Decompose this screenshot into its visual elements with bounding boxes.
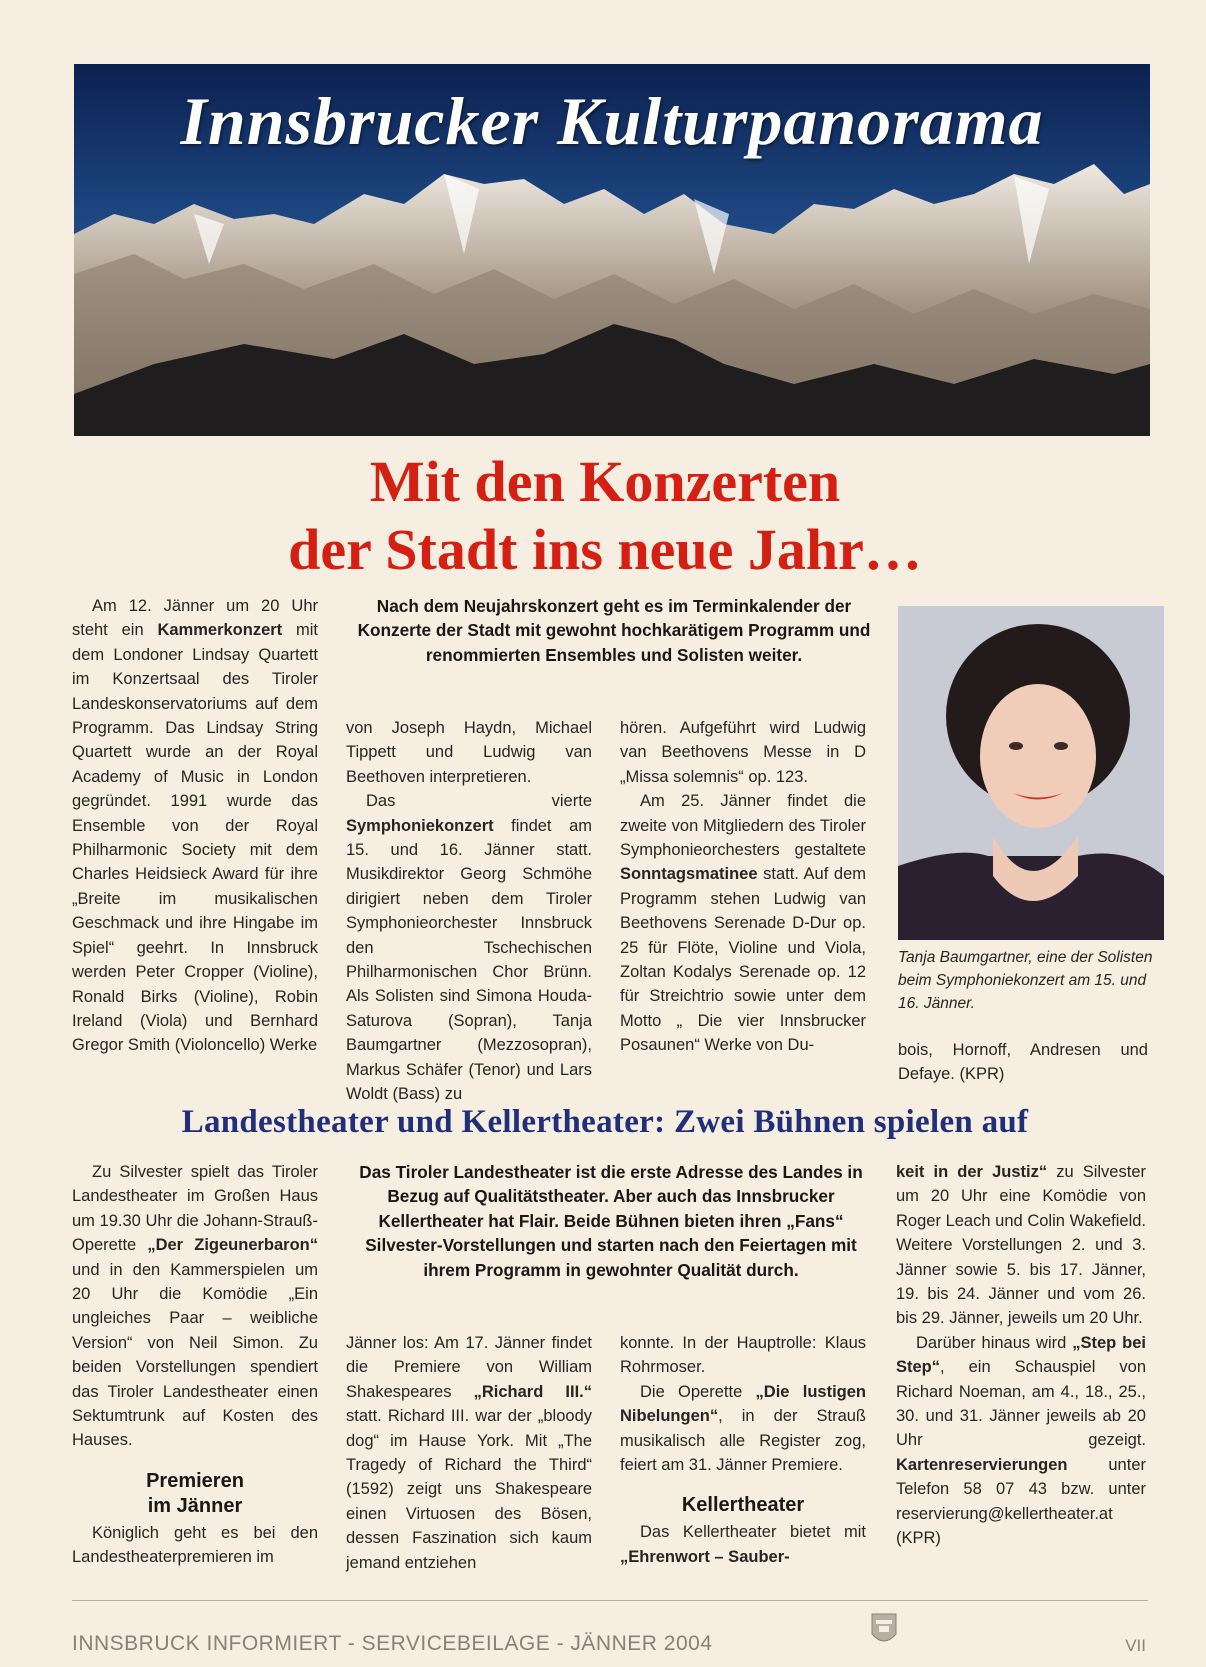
text-span: mit dem Londoner Lindsay Quartett im Konzertsaal des Tiroler Landeskonservatoriums auf dem Programm. Das Lindsay String Quartett wurde an der Royal Academy of Music in London gegründet. 1991 wurde das Ensemble von der Royal Philharmonic Society mit dem Charles Heidsieck Award für ihre „Breite im musikalischen Geschmack und ihre Hingabe im Spiel“ geehrt. In Innsbruck werden Peter Cropper (Violine), Ronald Birks (Violine), Robin Ireland (Viola) und Bernhard Gregor Smith (Violoncello) Werke xyxy=(72,621,318,1055)
article2-column-2 xyxy=(346,1331,592,1575)
text-span: , in der Strauß musikalisch alle Register zog, feiert am 31. Jänner Premiere. xyxy=(620,1407,866,1475)
text-span: statt. Auf dem Programm stehen Ludwig van Beethovens Serenade D-Dur op. 25 für Flöte, Violine und Viola, Zoltan Kodalys Serenade op. 12 für Streichtrio sowie unter dem Motto „ Die vier Innsbrucker Posaunen“ Werke von Du- xyxy=(620,865,866,1055)
article1-column-3 xyxy=(620,716,866,1058)
text-span: statt. Richard III. war der „bloody dog“ im Hause York. Mit „The Tragedy of Richard the Third“ (1592) zeigt uns Shakespeare einen Virtuosen des Bösen, dessen Faszination sich kaum jemand entziehen xyxy=(346,1407,592,1572)
text-span: zu Silvester um 20 Uhr eine Komödie von Roger Leach und Colin Wakefield. Weitere Vorstellungen 2. und 3. Jänner sowie 5. bis 17. Jänner, 19. bis 24. Jänner und vom 26. bis 29. Jänner, jeweils um 20 Uhr. xyxy=(896,1163,1146,1328)
subheading-line: Premieren xyxy=(146,1469,244,1492)
article1-paragraph: bois, Hornoff, Andresen und Defaye. (KPR) xyxy=(898,1041,1148,1084)
article1-paragraph xyxy=(72,594,318,1058)
bold-term: keit in der Justiz“ xyxy=(896,1163,1048,1181)
text-span: Jänner los: Am 17. Jänner findet die Premiere von William Shakespeares xyxy=(346,1334,592,1401)
article1-paragraph xyxy=(346,789,592,1106)
text-span: und in den Kammerspielen um 20 Uhr die Komödie „Ein ungleiches Paar – weibliche Version“ von Neil Simon. Zu beiden Vorstellungen spendiert das Tiroler Landestheater einen Sektumtrunk auf Kosten des Hauses. xyxy=(72,1260,318,1450)
text-span: Am 25. Jänner findet die zweite von Mitgliedern des Tiroler Symphonieorchesters gestaltete xyxy=(620,792,866,860)
article2-lead: Das Tiroler Landestheater ist die erste Adresse des Landes in Bezug auf Qualitätstheater. Aber auch das Innsbrucker Kellertheater hat Flair. Beide Bühnen bieten ihren „Fans“ Silvester-Vorstellungen und starten nach den Feiertagen mit ihrem Programm in gewohnter Qualität durch. xyxy=(359,1162,863,1280)
bold-term: „Der Zigeunerbaron“ xyxy=(147,1236,318,1255)
article1-paragraph: von Joseph Haydn, Michael Tippett und Ludwig van Beethoven interpretieren. xyxy=(346,719,592,786)
article2-column-3 xyxy=(620,1331,866,1569)
bold-term: Sonntagsmatinee xyxy=(620,865,758,884)
bold-term: „Ehrenwort – Sauber- xyxy=(620,1547,790,1566)
article1-paragraph xyxy=(620,789,866,1057)
bold-term: Symphoniekonzert xyxy=(346,816,494,835)
article1-paragraph: hören. Aufgeführt wird Ludwig van Beethovens Messe in D „Missa solemnis“ op. 123. xyxy=(620,719,866,786)
city-crest-icon xyxy=(870,1612,898,1653)
article2-paragraph xyxy=(346,1331,592,1575)
portrait-image xyxy=(898,606,1164,940)
article2-paragraph xyxy=(620,1520,866,1569)
headline-line-1: Mit den Konzerten xyxy=(369,449,841,514)
bold-term: „Die lustigen Nibelungen“ xyxy=(620,1382,866,1426)
subheading-kellertheater: Kellertheater xyxy=(681,1494,805,1517)
subheading-premieren xyxy=(72,1469,318,1519)
header-banner xyxy=(74,64,1150,436)
article1-lead: Nach dem Neujahrskonzert geht es im Terminkalender der Konzerte der Stadt mit gewohnt hochkarätigem Programm und renommierten Ensembles und Solisten weiter. xyxy=(357,596,871,665)
article1-column-4 xyxy=(898,1038,1148,1087)
subheading-line: im Jänner xyxy=(147,1494,243,1517)
text-span: unter Telefon 58 07 43 bzw. unter reservierung@kellertheater.at (KPR) xyxy=(896,1455,1146,1548)
photo-caption: Tanja Baumgartner, eine der Solisten beim Symphoniekonzert am 15. und 16. Jänner. xyxy=(898,949,1153,1012)
text-span: findet am 15. und 16. Jänner statt. Musikdirektor Georg Schmöhe dirigiert neben dem Tiroler Symphonieorchester Innsbruck den Tschechischen Philharmonischen Chor Brünn. Als Solisten sind Simona Houda-Saturova (Sopran), Tanja Baumgartner (Mezzosopran), Markus Schäfer (Tenor) und Lars Woldt (Bass) zu xyxy=(346,816,592,1104)
article2-column-4 xyxy=(896,1160,1146,1551)
footer-text: INNSBRUCK INFORMIERT - SERVICEBEILAGE - JÄNNER 2004 xyxy=(72,1632,713,1655)
text-span: Am 12. Jänner um 20 Uhr steht ein xyxy=(72,597,318,640)
article-headline xyxy=(40,448,1170,584)
section-heading: Landestheater und Kellertheater: Zwei Bühnen spielen auf xyxy=(181,1104,1029,1140)
footer-divider xyxy=(72,1600,1148,1601)
portrait-photo xyxy=(898,606,1164,940)
article2-paragraph xyxy=(620,1380,866,1478)
bold-term: „Step bei Step“ xyxy=(896,1333,1146,1377)
article2-paragraph: Königlich geht es bei den Landestheaterpremieren im xyxy=(72,1523,318,1567)
text-span: Das Kellertheater bietet mit xyxy=(640,1523,866,1542)
headline-line-2: der Stadt ins neue Jahr… xyxy=(288,517,922,582)
article2-paragraph xyxy=(896,1160,1146,1331)
text-span: , ein Schauspiel von Richard Noeman, am 4., 18., 25., 30. und 31. Jänner jeweils ab 20 Uhr gezeigt. xyxy=(896,1358,1146,1450)
article1-column-1 xyxy=(72,594,318,1058)
text-span: Darüber hinaus wird xyxy=(916,1333,1073,1352)
article2-column-1 xyxy=(72,1160,318,1570)
bold-term: „Richard III.“ xyxy=(473,1382,592,1401)
article2-paragraph: konnte. In der Hauptrolle: Klaus Rohrmoser. xyxy=(620,1334,866,1377)
article1-column-2 xyxy=(346,716,592,1107)
article2-paragraph xyxy=(896,1331,1146,1551)
text-span: Das vierte xyxy=(366,792,592,811)
bold-term: Kartenreservierungen xyxy=(896,1455,1068,1474)
article2-paragraph xyxy=(72,1160,318,1453)
banner-title: Innsbrucker Kulturpanorama xyxy=(180,83,1044,159)
text-span: Zu Silvester spielt das Tiroler Landestheater im Großen Haus um 19.30 Uhr die Johann-Strauß-Operette xyxy=(72,1163,318,1255)
bold-term: Kammerkonzert xyxy=(157,621,283,640)
page-number: VII xyxy=(1125,1636,1146,1655)
text-span: Die Operette xyxy=(640,1382,756,1401)
